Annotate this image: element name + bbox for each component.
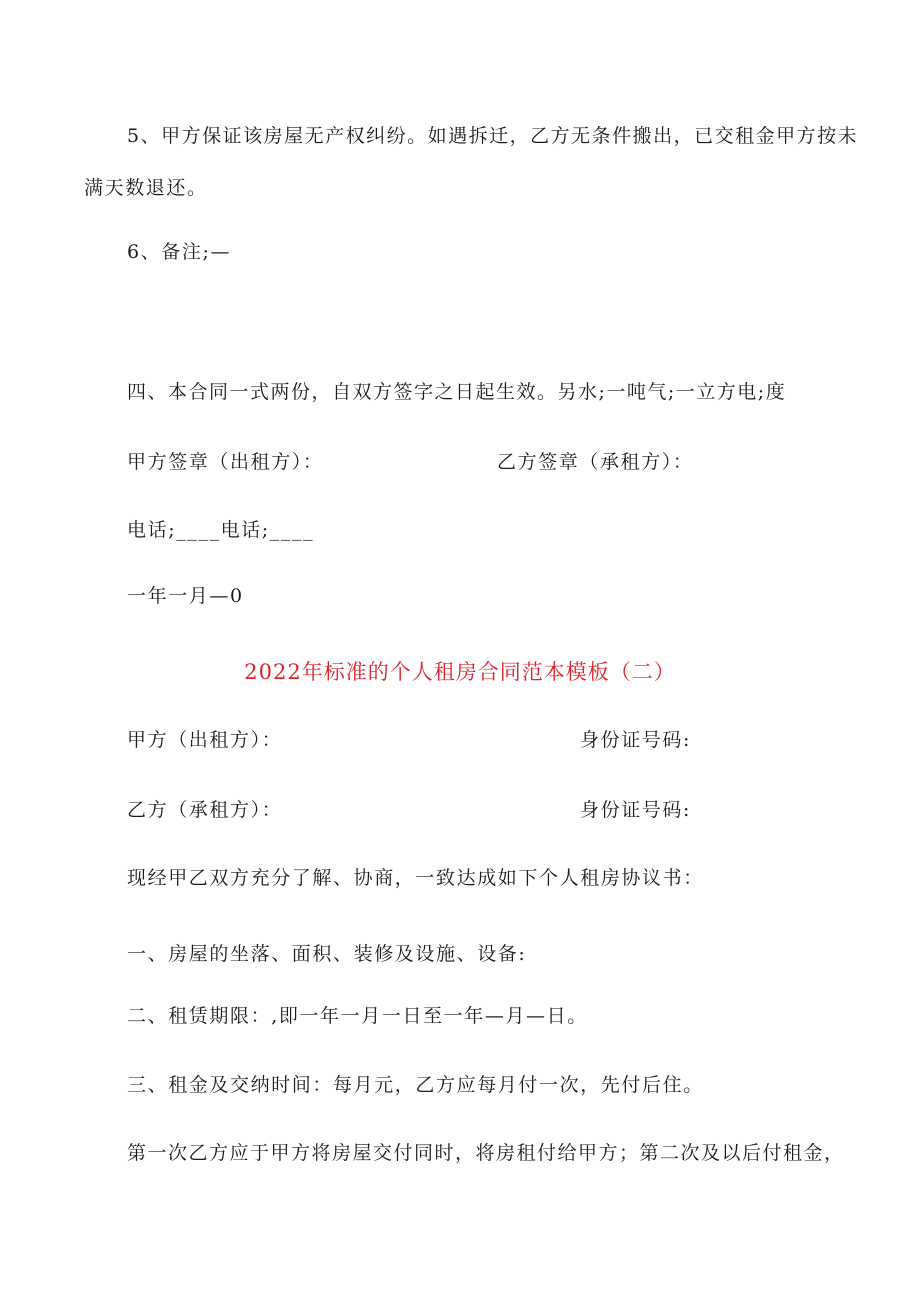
item-3: 三、租金及交纳时间：每月元，乙方应每月付一次，先付后住。	[127, 1074, 704, 1096]
sign-party-b: 乙方签章（承租方）：	[497, 451, 694, 473]
section-4: 四、本合同一式两份，自双方签字之日起生效。另水;一吨气;一立方电;度	[127, 381, 787, 403]
sign-party-a: 甲方签章（出租方）：	[127, 451, 324, 473]
agreement-intro: 现经甲乙双方充分了解、协商，一致达成如下个人租房协议书：	[127, 867, 704, 889]
item-1: 一、房屋的坐落、面积、装修及设施、设备:	[127, 943, 527, 965]
id-number-a-label: 身份证号码:	[580, 729, 692, 751]
clause-5-line1: 5、甲方保证该房屋无产权纠纷。如遇拆迁，乙方无条件搬出，已交租金甲方按未	[127, 125, 859, 147]
party-a-label: 甲方（出租方）：	[127, 729, 283, 751]
page-title: 2022年标准的个人租房合同范本模板（二）	[244, 660, 676, 684]
party-b-label: 乙方（承租方）：	[127, 799, 283, 821]
phone-line: 电话;____电话;____	[127, 519, 315, 541]
id-number-b-label: 身份证号码:	[580, 799, 692, 821]
item-3-continued: 第一次乙方应于甲方将房屋交付同时，将房租付给甲方；第二次及以后付租金，	[127, 1142, 845, 1164]
clause-5-line2: 满天数退还。	[84, 177, 208, 199]
clause-6: 6、备注;—	[127, 241, 232, 263]
item-2: 二、租赁期限：,即一年一月一日至一年—月—日。	[127, 1005, 588, 1027]
date-line: 一年一月—0	[127, 585, 244, 607]
